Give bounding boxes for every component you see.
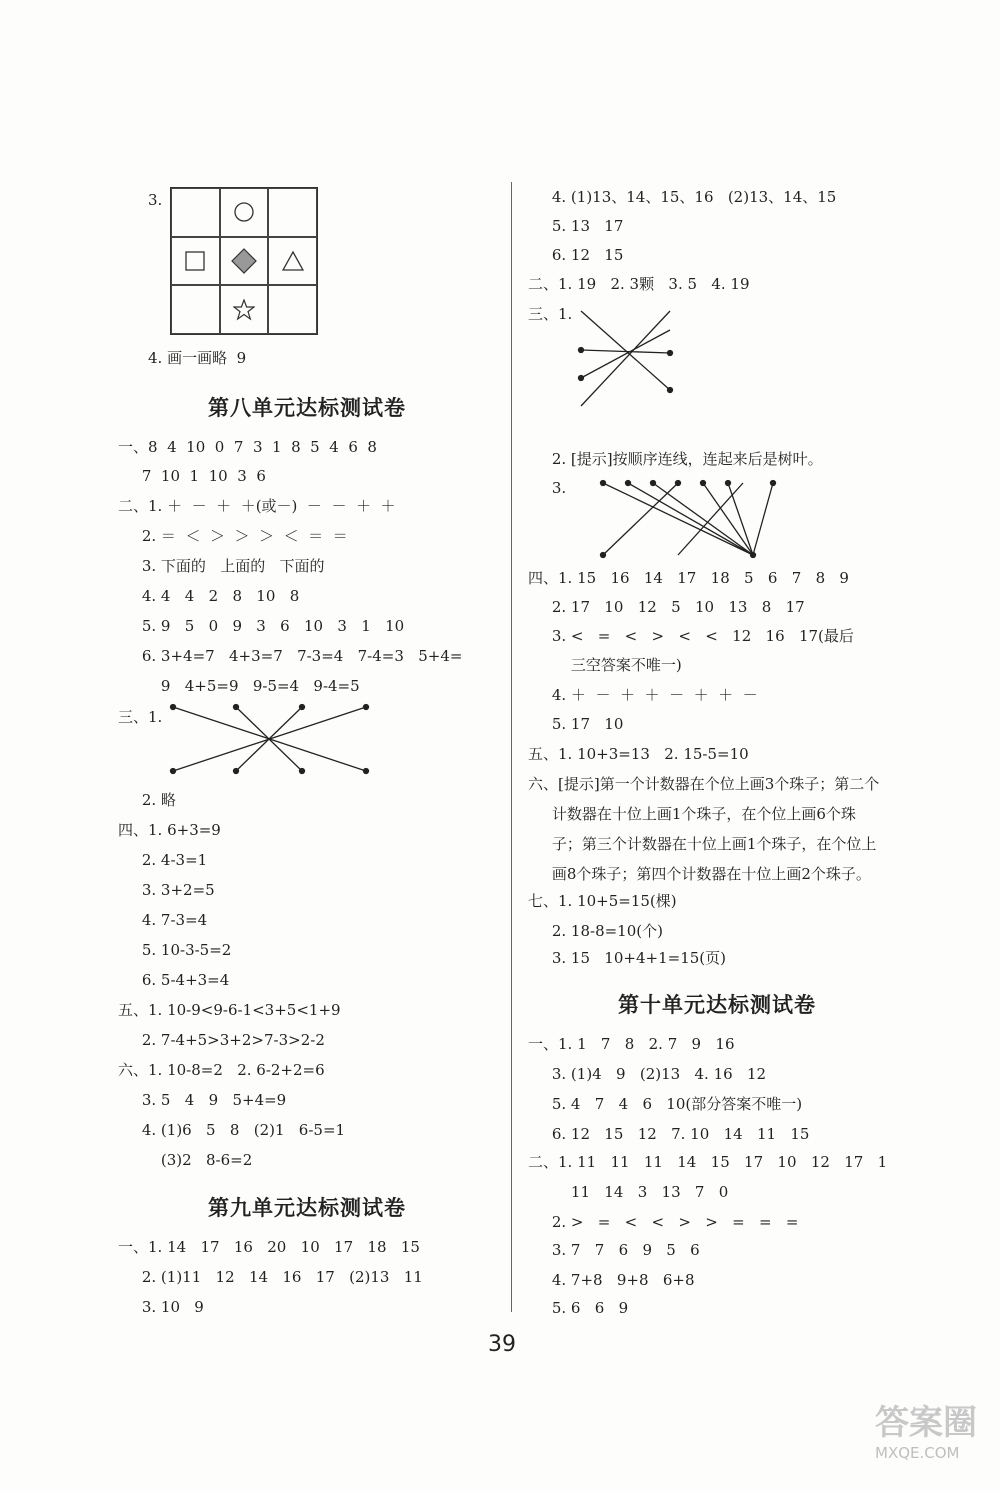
answer-line: 七、1. 10+5=15(棵)	[528, 892, 677, 910]
answer-line: 5. 13 17	[528, 217, 624, 235]
answer-line: 四、1. 6+3=9	[118, 821, 221, 839]
answer-line: 3. (1)4 9 (2)13 4. 16 12	[528, 1065, 767, 1083]
shape-grid	[170, 187, 318, 335]
answer-line: 2. ＝ ＜ ＞ ＞ ＞ ＜ ＝ ＝	[118, 527, 348, 545]
answer-line: 二、1. ＋ － ＋ ＋(或－) － － ＋ ＋	[118, 497, 396, 515]
answer-line: 4. (1)6 5 8 (2)1 6-5=1	[118, 1121, 346, 1139]
answer-line: 一、1. 1 7 8 2. 7 9 16	[528, 1035, 735, 1053]
answer-line: 三空答案不唯一)	[528, 656, 682, 674]
answer-line: 3. < = < > < < 12 16 17(最后	[528, 627, 854, 645]
answer-line: 4. ＋ － ＋ ＋ － ＋ ＋ －	[528, 686, 758, 704]
answer-line: (3)2 8-6=2	[118, 1151, 253, 1169]
section10-title: 第十单元达标测试卷	[618, 993, 816, 1017]
section9-title: 第九单元达标测试卷	[208, 1196, 406, 1220]
matching-lines-9b	[598, 478, 778, 558]
answer-line: 4. 7+8 9+8 6+8	[528, 1271, 695, 1289]
answer-line: 3. 7 7 6 9 5 6	[528, 1241, 700, 1259]
q3-label: 3.	[148, 191, 163, 209]
answer-line: 4. 7-3=4	[118, 911, 208, 929]
answer-line: 一、1. 14 17 16 20 10 17 18 15	[118, 1238, 420, 1256]
answer-line: 4. (1)13、14、15、16 (2)13、14、15	[528, 188, 837, 206]
answer-line: 3. 5 4 9 5+4=9	[118, 1091, 287, 1109]
triangle-icon	[282, 250, 304, 272]
page-number: 39	[488, 1332, 516, 1357]
circle-icon	[233, 201, 255, 223]
answer-line: 6. 5-4+3=4	[118, 971, 230, 989]
answer-line: 2. 18-8=10(个)	[528, 922, 663, 940]
answer-line: 三、1.	[528, 305, 573, 323]
answer-line: 2. 7-4+5>3+2>7-3>2-2	[118, 1031, 325, 1049]
answer-line: 4. 4 4 2 8 10 8	[118, 587, 300, 605]
column-divider	[511, 182, 512, 1312]
q4-line: 4. 画一画略 9	[148, 349, 247, 367]
answer-line: 3. 10 9	[118, 1298, 204, 1316]
watermark	[875, 1395, 990, 1480]
watermark-brand: 答案圈	[875, 1403, 977, 1443]
answer-line: 6. 12 15 12 7. 10 14 11 15	[528, 1125, 810, 1143]
answer-line: 六、[提示]第一个计数器在个位上画3个珠子；第二个	[528, 775, 880, 793]
answer-line: 计数器在十位上画1个珠子，在个位上画6个珠	[528, 805, 856, 823]
matching-lines-9a	[578, 308, 678, 408]
answer-line: 5. 17 10	[528, 715, 624, 733]
watermark-site: MXQE.COM	[875, 1444, 960, 1462]
answer-line: 三、1.	[118, 708, 163, 726]
answer-line: 5. 4 7 4 6 10(部分答案不唯一)	[528, 1095, 803, 1113]
answer-line: 7 10 1 10 3 6	[118, 467, 266, 485]
matching-lines-8	[170, 704, 370, 776]
answer-line: 2. (1)11 12 14 16 17 (2)13 11	[118, 1268, 423, 1286]
answer-line: 画8个珠子；第四个计数器在十位上画2个珠子。	[528, 865, 871, 883]
answer-line: 二、1. 11 11 11 14 15 17 10 12 17 1	[528, 1153, 888, 1171]
answer-line: 3.	[528, 479, 567, 497]
answer-line: 3. 3+2=5	[118, 881, 215, 899]
answer-line: 5. 10-3-5=2	[118, 941, 232, 959]
answer-line: 3. 下面的 上面的 下面的	[118, 557, 325, 575]
answer-line: 一、8 4 10 0 7 3 1 8 5 4 6 8	[118, 438, 377, 456]
answer-line: 6. 12 15	[528, 246, 624, 264]
answer-line: 五、1. 10+3=13 2. 15-5=10	[528, 745, 749, 763]
star-icon	[233, 299, 255, 321]
answer-line: 2. 17 10 12 5 10 13 8 17	[528, 598, 805, 616]
answer-line: 四、1. 15 16 14 17 18 5 6 7 8 9	[528, 569, 849, 587]
diamond-icon	[231, 248, 257, 274]
answer-line: 6. 3+4=7 4+3=7 7-3=4 7-4=3 5+4=	[118, 647, 463, 665]
answer-line: 5. 6 6 9	[528, 1299, 629, 1317]
square-icon	[184, 250, 206, 272]
answer-line: 2. 略	[118, 791, 176, 809]
answer-line: 9 4+5=9 9-5=4 9-4=5	[118, 677, 360, 695]
answer-line: 11 14 3 13 7 0	[528, 1183, 729, 1201]
answer-line: 子；第三个计数器在十位上画1个珠子，在个位上	[528, 835, 877, 853]
section8-title: 第八单元达标测试卷	[208, 396, 406, 420]
answer-line: 5. 9 5 0 9 3 6 10 3 1 10	[118, 617, 405, 635]
answer-line: 六、1. 10-8=2 2. 6-2+2=6	[118, 1061, 325, 1079]
answer-line: 3. 15 10+4+1=15(页)	[528, 949, 726, 967]
answer-line: 五、1. 10-9<9-6-1<3+5<1+9	[118, 1001, 341, 1019]
answer-line: 2. [提示]按顺序连线，连起来后是树叶。	[528, 450, 823, 468]
answer-line: 2. 4-3=1	[118, 851, 208, 869]
answer-line: 2. > = < < > > = = =	[528, 1213, 799, 1231]
answer-line: 二、1. 19 2. 3颗 3. 5 4. 19	[528, 275, 750, 293]
